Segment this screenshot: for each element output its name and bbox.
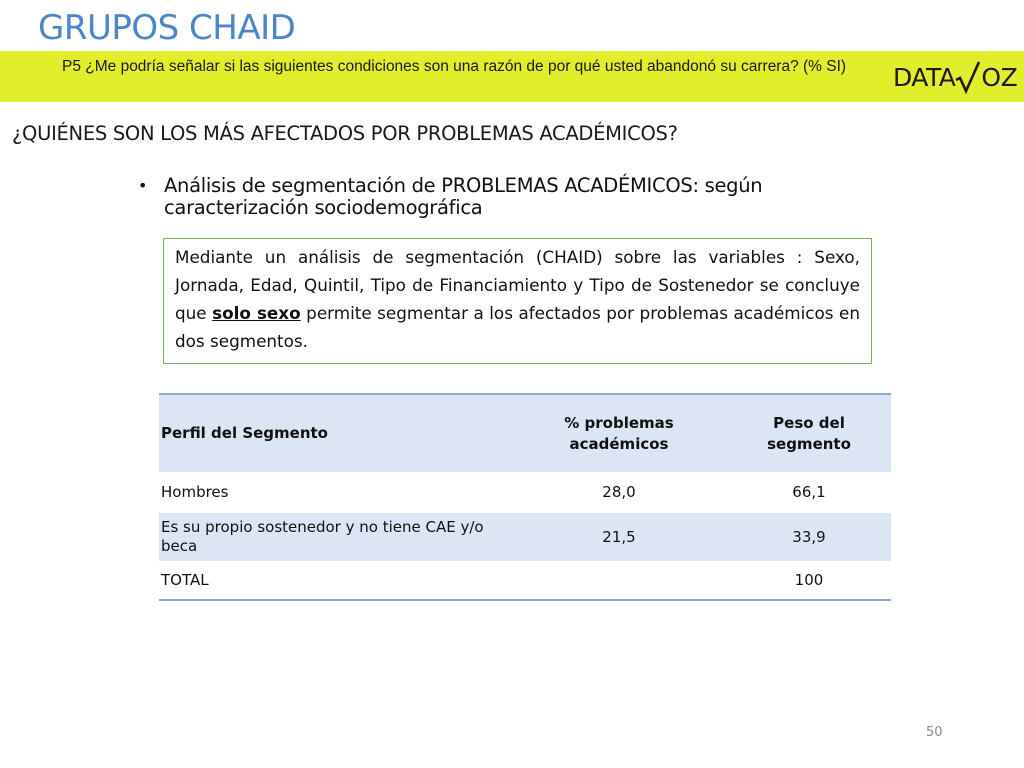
- bullet-icon: •: [138, 176, 148, 195]
- table-row: [159, 513, 891, 561]
- logo-text-right: OZ: [981, 62, 1018, 92]
- cell-peso: 100: [727, 561, 891, 600]
- datavoz-logo: [893, 59, 1017, 95]
- bullet-text: Análisis de segmentación de PROBLEMAS ACADÉMICOS: según caracterización sociodemográfica: [164, 174, 763, 219]
- header-porcentaje: % problemas académicos: [511, 394, 727, 472]
- summary-textbox: [163, 238, 872, 364]
- cell-perfil: Hombres: [159, 472, 511, 513]
- cell-porcentaje: [511, 561, 727, 600]
- cell-porcentaje: 28,0: [511, 472, 727, 513]
- cell-peso: 66,1: [727, 472, 891, 513]
- logo-text-left: DATA: [893, 62, 956, 92]
- logo-checkmark-icon: [955, 60, 981, 94]
- table-row: [159, 472, 891, 513]
- table-row: [159, 561, 891, 600]
- summary-text-end: permite segmentar a los afectados por problemas académicos en dos segmentos.: [175, 303, 860, 351]
- cell-peso: 33,9: [727, 513, 891, 561]
- slide-title: GRUPOS CHAID: [38, 8, 296, 48]
- table-header-row: [159, 394, 891, 472]
- header-peso: Peso del segmento: [727, 394, 891, 472]
- cell-porcentaje: 21,5: [511, 513, 727, 561]
- cell-perfil: Es su propio sostenedor y no tiene CAE y/o beca: [159, 513, 511, 561]
- page-number: 50: [926, 725, 943, 740]
- question-text: P5 ¿Me podría señalar si las siguientes condiciones son una razón de por qué usted abandonó su carrera? (% SI): [62, 58, 847, 75]
- header-perfil: Perfil del Segmento: [159, 394, 511, 472]
- summary-text-emphasis: solo sexo: [212, 303, 301, 323]
- bullet-point: [138, 175, 858, 219]
- cell-perfil: TOTAL: [159, 561, 511, 600]
- section-heading: ¿QUIÉNES SON LOS MÁS AFECTADOS POR PROBLEMAS ACADÉMICOS?: [12, 122, 678, 145]
- summary-text-start: Mediante un análisis de segmentación (CHAID) sobre las variables : Sexo, Jornada, Edad, Quintil, Tipo de Financiamiento y Tipo de Sostenedor se concluye que: [175, 247, 860, 323]
- segment-table: [159, 393, 891, 601]
- question-banner: [0, 51, 1024, 102]
